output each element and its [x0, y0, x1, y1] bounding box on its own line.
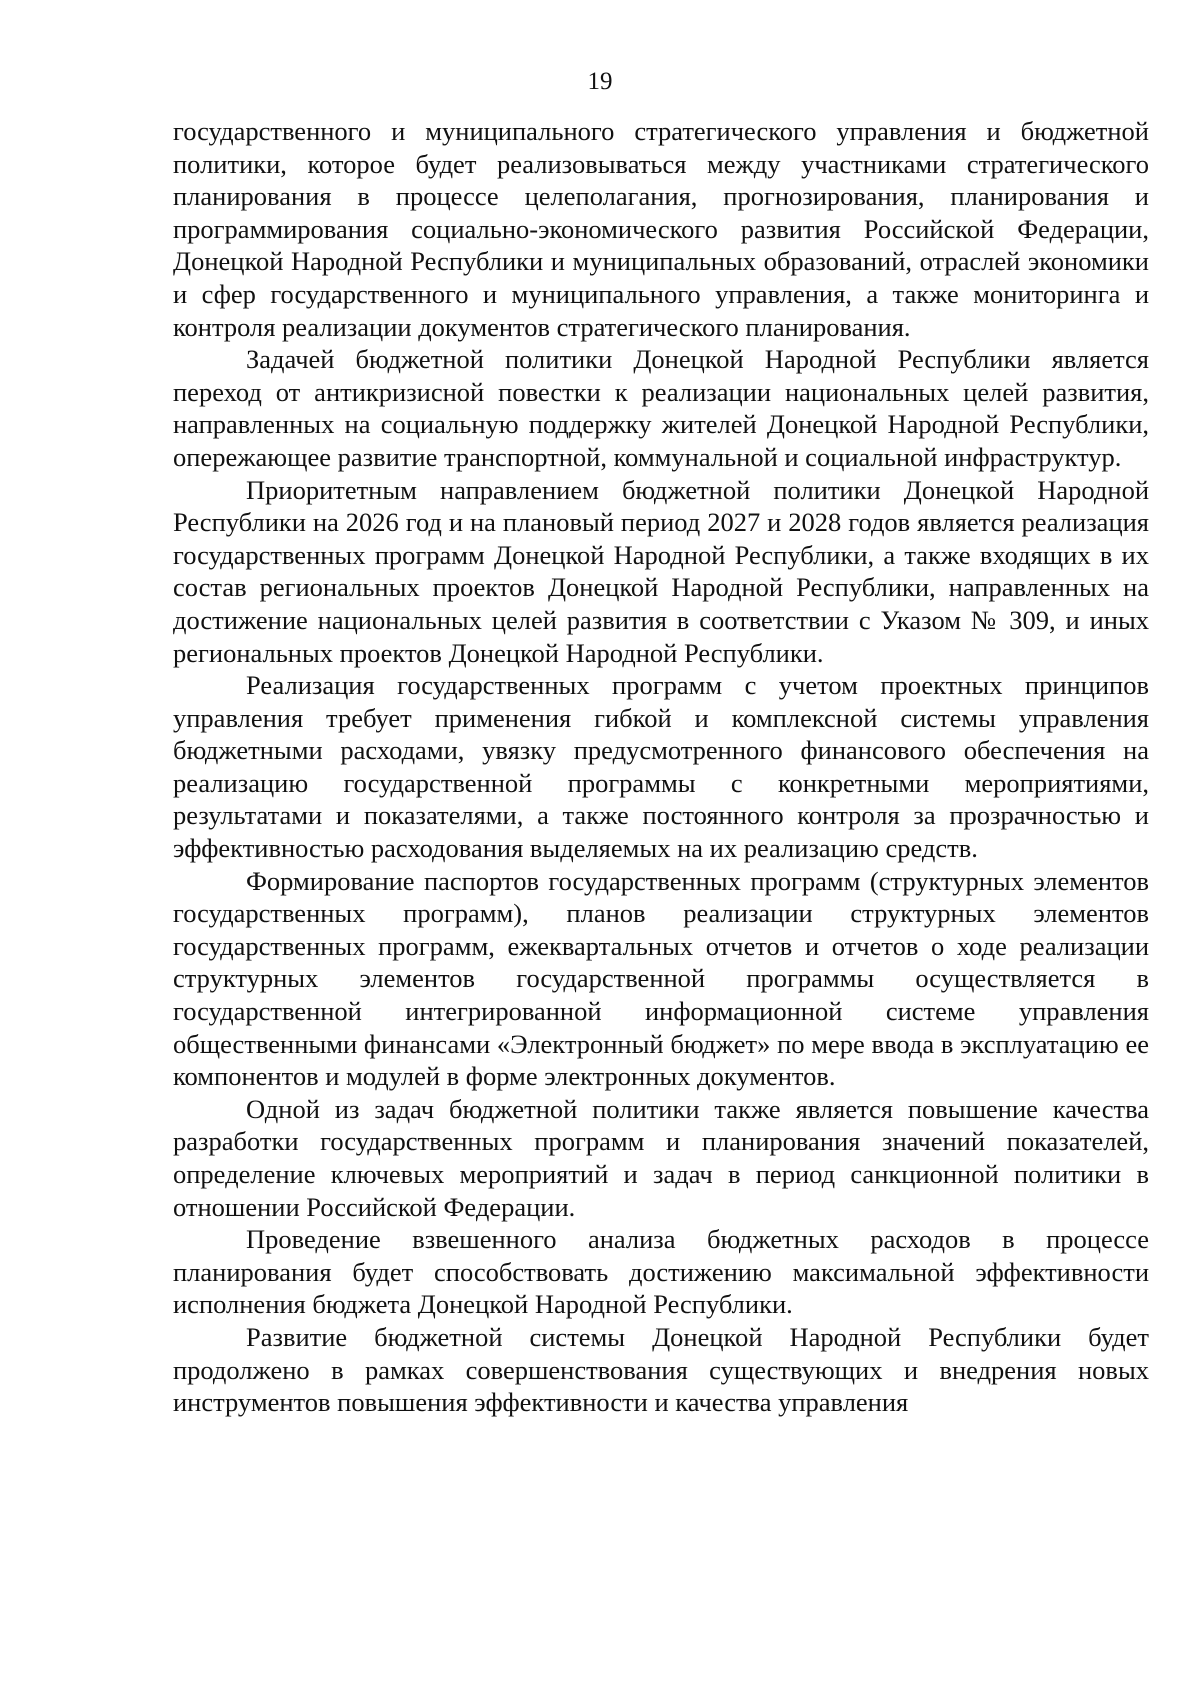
paragraph-program-implementation: Реализация государственных программ с учетом проектных принципов управления требует применения гибкой и комплексной системы управления бюджетными расходами, увязку предусмотренного финансового обеспечения на реализацию государственной программы с конкретными мероприятиями, результатами и показателями, а также постоянного контроля за прозрачностью и эффективностью расходования выделяемых на их реализацию средств.	[173, 670, 1149, 864]
paragraph-priority-direction: Приоритетным направлением бюджетной политики Донецкой Народной Республики на 2026 год и на плановый период 2027 и 2028 годов является реализация государственных программ Донецкой Народной Республики, а также входящих в их состав региональных проектов Донецкой Народной Республики, направленных на достижение национальных целей развития в соответствии с Указом № 309, и иных региональных проектов Донецкой Народной Республики.	[173, 474, 1149, 668]
paragraph-expense-analysis: Проведение взвешенного анализа бюджетных расходов в процессе планирования будет способствовать достижению максимальной эффективности исполнения бюджета Донецкой Народной Республики.	[173, 1224, 1149, 1320]
paragraph-passport-formation: Формирование паспортов государственных программ (структурных элементов государственных программ), планов реализации структурных элементов государственных программ, ежеквартальных отчетов и отчетов о ходе реализации структурных элементов государственной программы осуществляется в государственной интегрированной информационной системе управления общественными финансами «Электронный бюджет» по мере ввода в эксплуатацию ее компонентов и модулей в форме электронных документов.	[173, 865, 1149, 1092]
page-number: 19	[587, 68, 613, 95]
paragraph-continuation: государственного и муниципального стратегического управления и бюджетной политики, которое будет реализовываться между участниками стратегического планирования в процессе целеполагания, прогнозирования, планирования и программирования социально-экономического развития Российской Федерации, Донецкой Народной Республики и муниципальных образований, отраслей экономики и сфер государственного и муниципального управления, а также мониторинга и контроля реализации документов стратегического планирования.	[173, 116, 1149, 342]
paragraph-budget-policy-task: Задачей бюджетной политики Донецкой Народной Республики является переход от антикризисной повестки к реализации национальных целей развития, направленных на социальную поддержку жителей Донецкой Народной Республики, опережающее развитие транспортной, коммунальной и социальной инфраструктур.	[173, 344, 1149, 472]
paragraph-quality-improvement: Одной из задач бюджетной политики также является повышение качества разработки государственных программ и планирования значений показателей, определение ключевых мероприятий и задач в период санкционной политики в отношении Российской Федерации.	[173, 1093, 1149, 1222]
document-body	[173, 115, 1149, 1419]
paragraph-budget-system-development: Развитие бюджетной системы Донецкой Народной Республики будет продолжено в рамках совершенствования существующих и внедрения новых инструментов повышения эффективности и качества управления	[173, 1321, 1149, 1418]
